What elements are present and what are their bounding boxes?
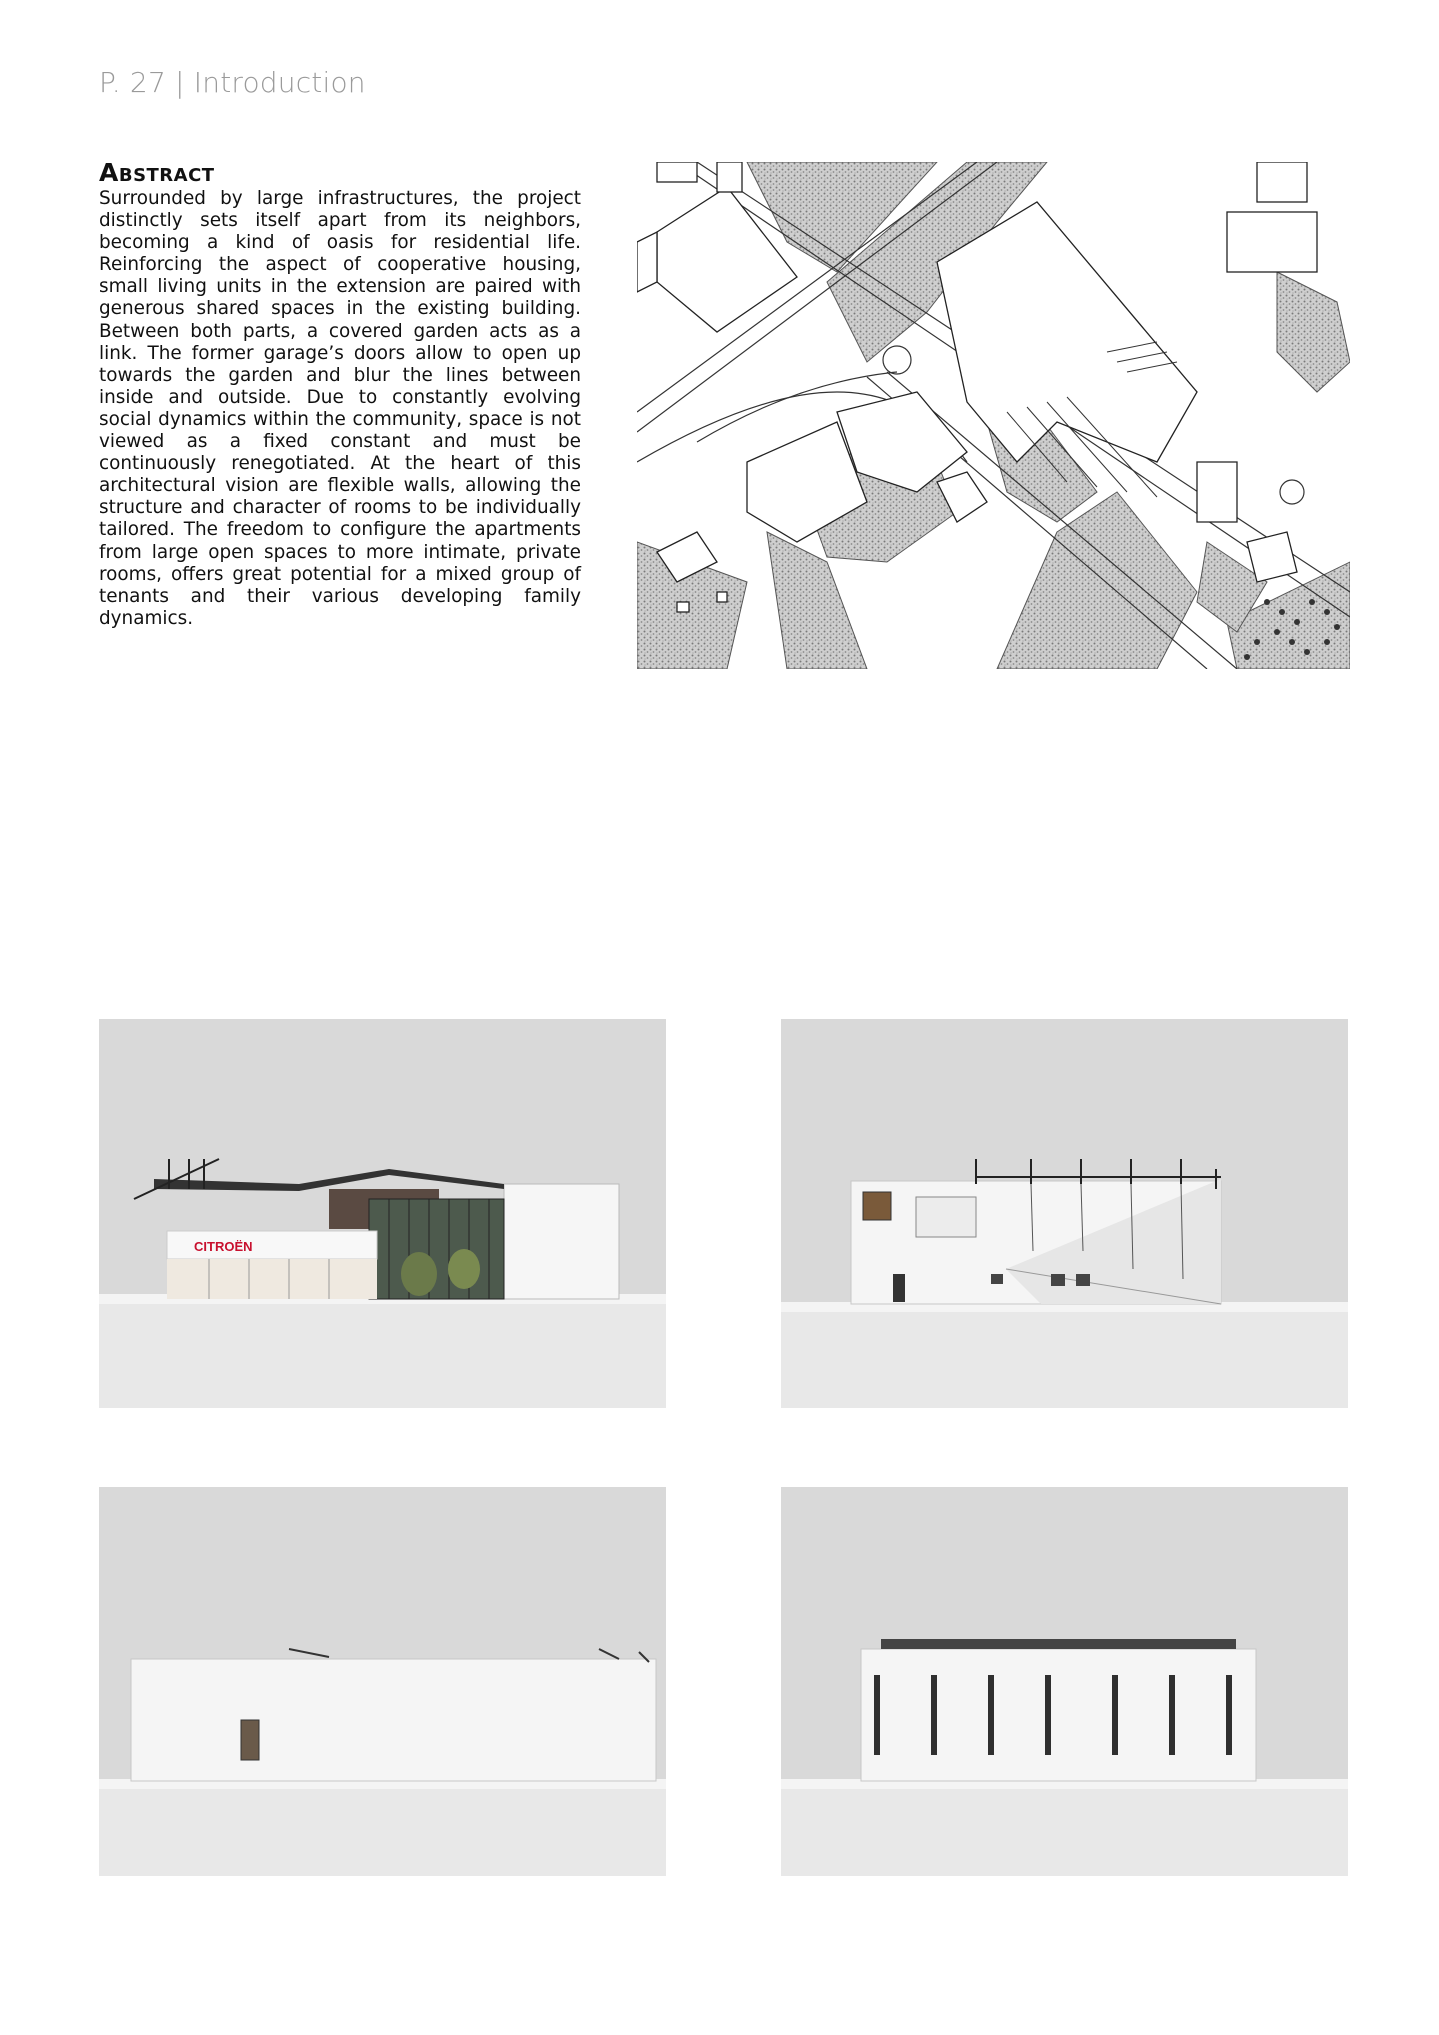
model-photo-side-elevation	[781, 1019, 1348, 1408]
site-plan-drawing	[637, 162, 1350, 669]
abstract-title: Abstract	[99, 158, 215, 187]
model-photo-rear	[99, 1487, 666, 1876]
model-photo-front	[99, 1019, 666, 1408]
abstract-text: Surrounded by large infrastructures, the project distinctly sets itself apart from its neighbors, becoming a kind of oasis for residential life. Reinforcing the aspect of cooperative housing, small living units in the extension are paired with generous shared spaces in the existing building. Between both parts, a covered garden acts as a link. The former garage’s doors allow to open up towards the garden and blur the lines between inside and outside. Due to constantly evolving social dynamics within the community, space is not viewed as a fixed constant and must be continuously renegotiated. At the heart of this architectural vision are flexible walls, allowing the structure and character of rooms to be individually tailored. The freedom to configure the apartments from large open spaces to more intimate, private rooms, offers great potential for a mixed group of tenants and their various developing family dynamics.	[99, 188, 581, 629]
model-photo-facade	[781, 1487, 1348, 1876]
citroen-sign: CITROËN	[194, 1239, 253, 1254]
page-header: P. 27 | Introduction	[99, 66, 366, 99]
